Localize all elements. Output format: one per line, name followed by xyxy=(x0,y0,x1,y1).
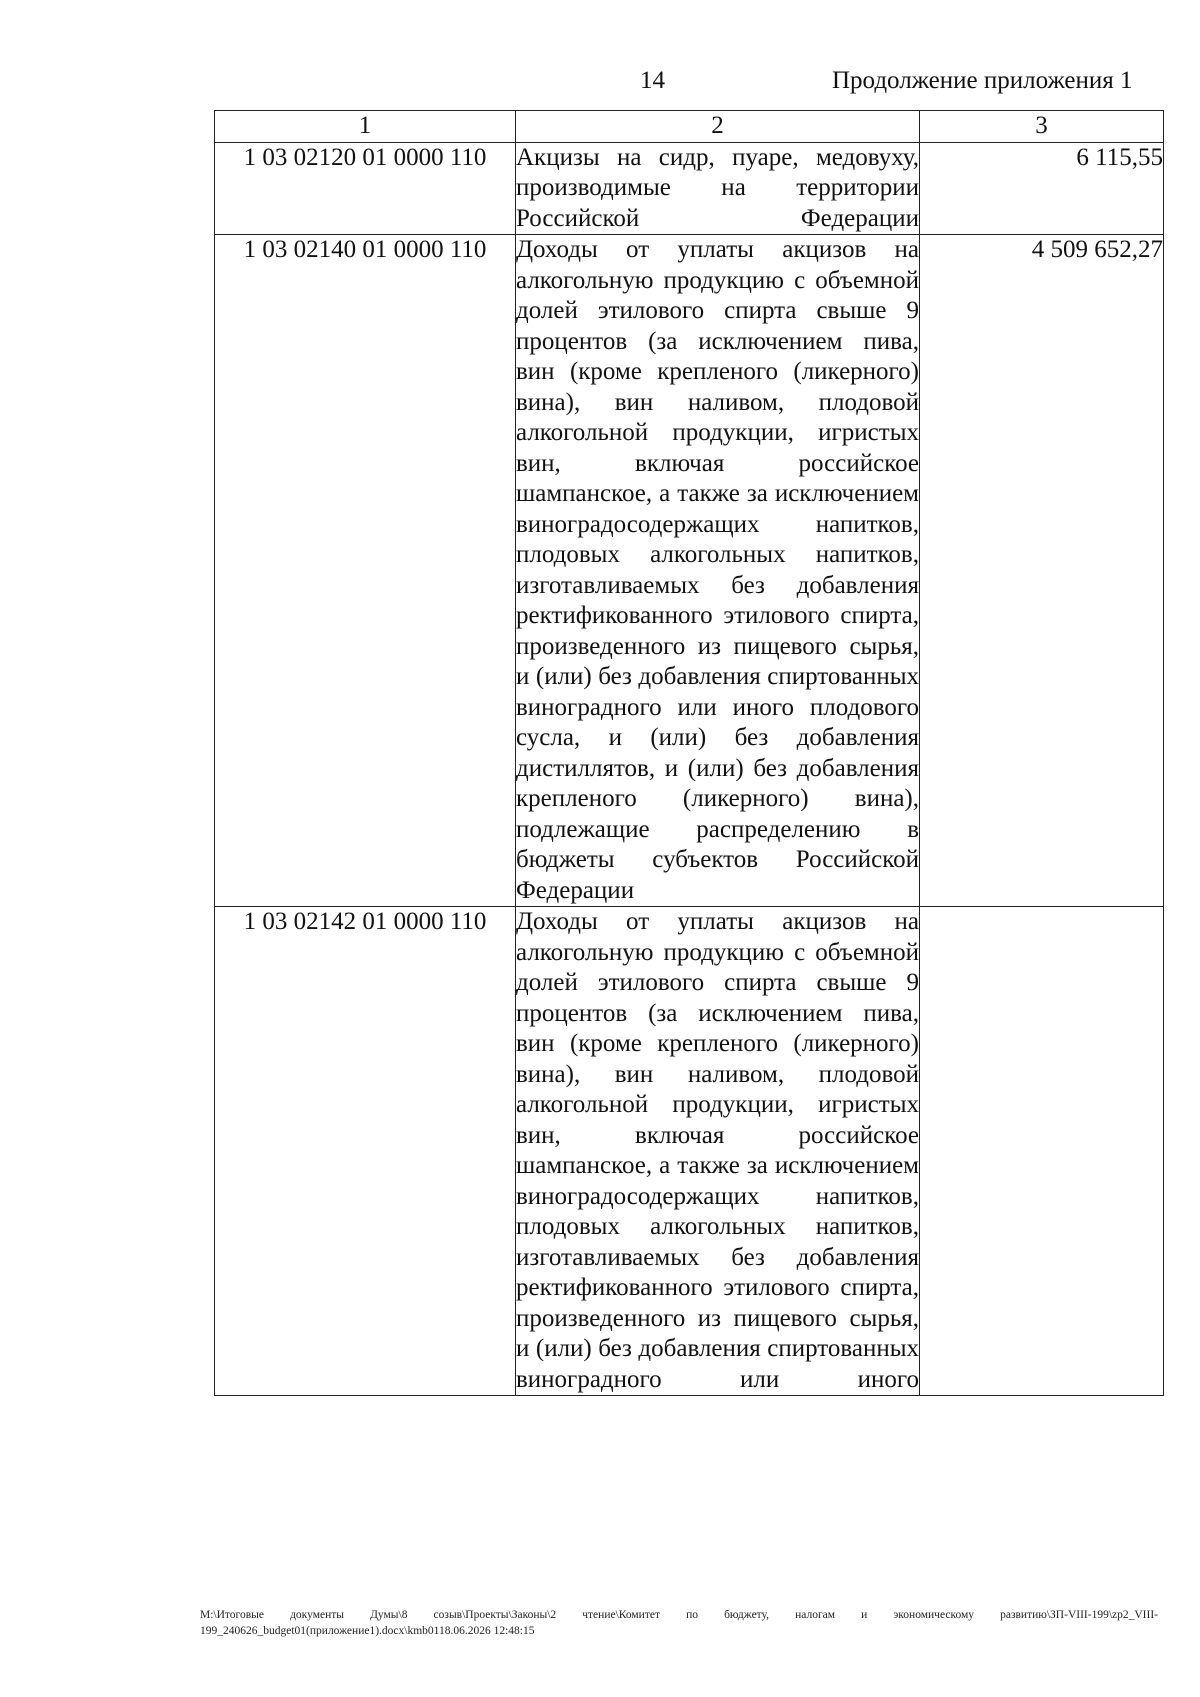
table-row xyxy=(215,235,1164,907)
table-row xyxy=(215,907,1164,1396)
column-header-2: 2 xyxy=(516,111,920,143)
file-path-footer: M:\Итоговые документы Думы\8 созыв\Проекты\Законы\2 чтение\Комитет по бюджету, налогам и экономическому развитию\ЗП-VIII-199\zp2_VIII-199_240626_budget01(приложение1).docx\kmb0118.06.2026 12:48:15 xyxy=(200,1609,1158,1637)
column-header-3: 3 xyxy=(920,111,1164,143)
budget-code: 1 03 02120 01 0000 110 xyxy=(215,142,516,235)
amount: 4 509 652,27 xyxy=(920,235,1164,907)
page-number: 14 xyxy=(640,67,665,94)
table-header-row xyxy=(215,111,1164,143)
revenue-name: Доходы от уплаты акцизов на алкогольную продукцию с объемной долей этилового спирта свыше 9 процентов (за исключением пива, вин (кроме крепленого (ликерного) вина), вин наливом, плодовой алкогольной продукции, игристых вин, включая российское шампанское, а также за исключением виноградосодержащих напитков, плодовых алкогольных напитков, изготавливаемых без добавления ректификованного этилового спирта, произведенного из пищевого сырья, и (или) без добавления спиртованных виноградного или иного xyxy=(516,907,920,1396)
revenue-name: Акцизы на сидр, пуаре, медовуху, производимые на территории Российской Федерации xyxy=(516,142,920,235)
budget-code: 1 03 02142 01 0000 110 xyxy=(215,907,516,1396)
revenue-table xyxy=(214,110,1164,1396)
column-header-1: 1 xyxy=(215,111,516,143)
amount: 6 115,55 xyxy=(920,142,1164,235)
continuation-heading: Продолжение приложения 1 xyxy=(832,67,1133,94)
table-row xyxy=(215,142,1164,235)
revenue-name: Доходы от уплаты акцизов на алкогольную продукцию с объемной долей этилового спирта свыше 9 процентов (за исключением пива, вин (кроме крепленого (ликерного) вина), вин наливом, плодовой алкогольной продукции, игристых вин, включая российское шампанское, а также за исключением виноградосодержащих напитков, плодовых алкогольных напитков, изготавливаемых без добавления ректификованного этилового спирта, произведенного из пищевого сырья, и (или) без добавления спиртованных виноградного или иного плодового сусла, и (или) без добавления дистиллятов, и (или) без добавления крепленого (ликерного) вина), подлежащие распределению в бюджеты субъектов Российской Федерации xyxy=(516,235,920,907)
amount xyxy=(920,907,1164,1396)
budget-code: 1 03 02140 01 0000 110 xyxy=(215,235,516,907)
